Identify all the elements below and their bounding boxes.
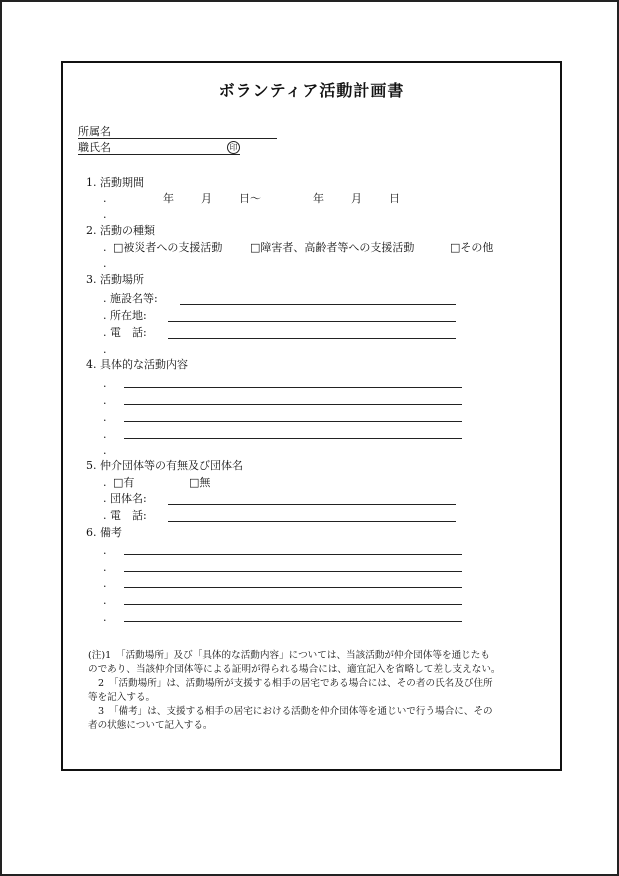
bullet-dot: . — [103, 411, 107, 424]
address-field[interactable] — [168, 321, 456, 322]
phone-label: . 電 話: — [103, 326, 147, 339]
bullet-dot: . — [103, 611, 107, 624]
note-3-line-1: 3 「備考」は、支援する相手の居宅における活動を仲介団体等を通じいで行う場合に、その — [98, 706, 493, 717]
bullet-dot: . — [103, 343, 107, 356]
checkbox-label: 被災者への支援活動 — [123, 241, 223, 254]
checkbox-disaster-support[interactable] — [113, 241, 222, 254]
section-heading-remarks: 6. 備考 — [86, 526, 122, 539]
bullet-dot: . — [103, 544, 107, 557]
checkbox-icon — [113, 241, 123, 254]
activity-line[interactable] — [124, 438, 462, 439]
organization-label: . 団体名: — [103, 492, 147, 505]
bullet-dot: . — [103, 241, 107, 254]
month-label: 月 — [201, 192, 212, 205]
bullet-dot: . — [103, 476, 107, 489]
checkbox-icon — [189, 476, 199, 489]
note-3-line-2: 者の状態について記入する。 — [88, 720, 213, 731]
checkbox-icon — [113, 476, 123, 489]
checkbox-label: 無 — [199, 476, 211, 489]
organization-field[interactable] — [168, 504, 456, 505]
checkbox-no[interactable] — [189, 476, 210, 489]
activity-line[interactable] — [124, 404, 462, 405]
name-field[interactable] — [78, 154, 240, 155]
year-label-end: 年 — [313, 192, 324, 205]
bullet-dot: . — [103, 208, 107, 221]
bullet-dot: . — [103, 594, 107, 607]
bullet-dot: . — [103, 561, 107, 574]
seal-mark: 印 — [227, 141, 240, 154]
bullet-dot: . — [103, 428, 107, 441]
checkbox-disabled-elderly-support[interactable] — [250, 241, 414, 254]
bullet-dot: . — [103, 394, 107, 407]
note-1-line-1: (注)1 「活動場所」及び「具体的な活動内容」については、当該活動が仲介団体等を通じたも — [88, 650, 490, 661]
name-label: 職氏名 — [78, 141, 111, 154]
address-label: . 所在地: — [103, 309, 147, 322]
activity-line[interactable] — [124, 421, 462, 422]
remarks-line[interactable] — [124, 604, 462, 605]
activity-line[interactable] — [124, 387, 462, 388]
bullet-dot: . — [103, 192, 107, 205]
facility-label: . 施設名等: — [103, 292, 158, 305]
facility-field[interactable] — [180, 304, 456, 305]
bullet-dot: . — [103, 577, 107, 590]
checkbox-other[interactable] — [450, 241, 493, 254]
section-heading-location: 3. 活動場所 — [86, 273, 144, 286]
section-heading-type: 2. 活動の種類 — [86, 224, 155, 237]
note-2-line-2: 等を記入する。 — [88, 692, 156, 703]
remarks-line[interactable] — [124, 621, 462, 622]
month-label-end: 月 — [351, 192, 362, 205]
checkbox-icon — [450, 241, 460, 254]
phone-field[interactable] — [168, 338, 456, 339]
year-label: 年 — [163, 192, 174, 205]
bullet-dot: . — [103, 444, 107, 457]
remarks-line[interactable] — [124, 571, 462, 572]
form-title: ボランティア活動計画書 — [218, 81, 405, 100]
section-heading-intermediary: 5. 仲介団体等の有無及び団体名 — [86, 459, 243, 472]
remarks-line[interactable] — [124, 587, 462, 588]
note-1-line-2: のであり、当該仲介団体等による証明が得られる場合には、適宜記入を省略して差し支えない。 — [88, 664, 501, 675]
section-heading-period: 1. 活動期間 — [86, 176, 144, 189]
affiliation-field[interactable] — [78, 138, 277, 139]
day-tilde-label: 日～ — [239, 192, 261, 205]
org-phone-field[interactable] — [168, 521, 456, 522]
checkbox-label: その他 — [460, 241, 494, 254]
org-phone-label: . 電 話: — [103, 509, 147, 522]
checkbox-icon — [250, 241, 260, 254]
note-2-line-1: 2 「活動場所」は、活動場所が支援する相手の居宅である場合には、その者の氏名及び住所 — [98, 678, 493, 689]
checkbox-yes[interactable] — [113, 476, 134, 489]
bullet-dot: . — [103, 377, 107, 390]
checkbox-label: 有 — [123, 476, 135, 489]
checkbox-label: 障害者、高齢者等への支援活動 — [260, 241, 415, 254]
day-label-end: 日 — [389, 192, 400, 205]
bullet-dot: . — [103, 257, 107, 270]
remarks-line[interactable] — [124, 554, 462, 555]
section-heading-activity: 4. 具体的な活動内容 — [86, 358, 188, 371]
affiliation-label: 所属名 — [78, 125, 111, 138]
